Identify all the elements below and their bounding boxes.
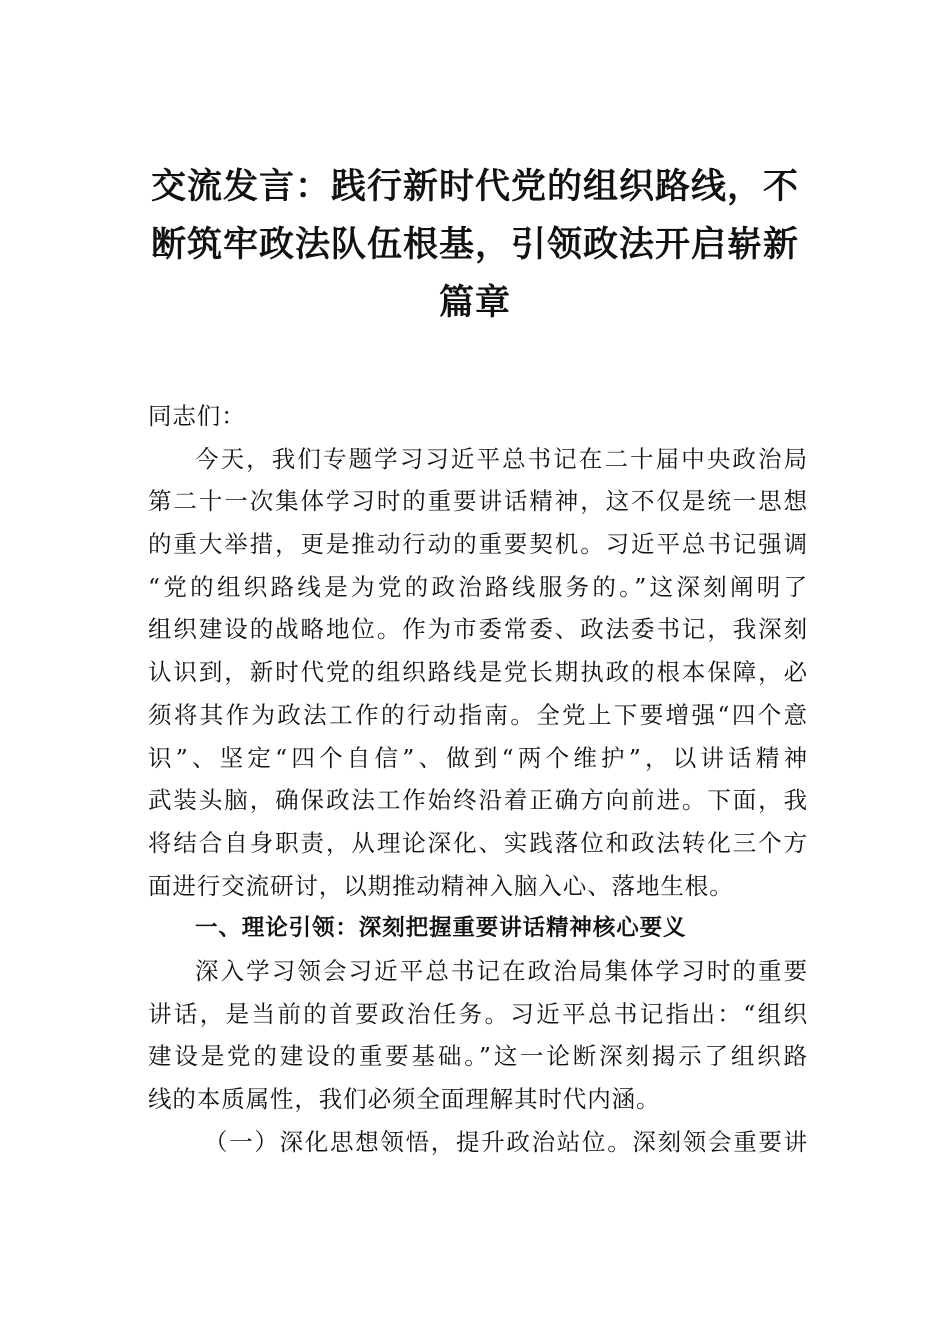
document-body [148, 395, 808, 1163]
paragraph-line: 建设是党的建设的重要基础。”这一论断深刻揭示了组织路 [148, 1042, 808, 1071]
section-heading: 一、理论引领：深刻把握重要讲话精神核心要义 [195, 915, 687, 942]
paragraph-line: “党的组织路线是为党的政治路线服务的。”这深刻阐明了 [148, 572, 808, 601]
salutation: 同志们： [148, 402, 246, 430]
paragraph-line: 讲话，是当前的首要政治任务。习近平总书记指出：“组织 [148, 999, 808, 1028]
title-line: 交流发言：践行新时代党的组织路线，不 [150, 167, 799, 207]
paragraph-line: 武装头脑，确保政法工作始终沿着正确方向前进。下面，我 [148, 786, 808, 815]
paragraph-line: 的重大举措，更是推动行动的重要契机。习近平总书记强调 [148, 530, 808, 559]
paragraph-line: 线的本质属性，我们必须全面理解其时代内涵。 [148, 1085, 661, 1113]
paragraph-line: 将结合自身职责，从理论深化、实践落位和政法转化三个方 [148, 828, 808, 857]
paragraph-line: 组织建设的战略地位。作为市委常委、政法委书记，我深刻 [148, 615, 808, 644]
paragraph-line: 认识到，新时代党的组织路线是党长期执政的根本保障，必 [148, 658, 808, 687]
paragraph-line: 今天，我们专题学习习近平总书记在二十届中央政治局 [195, 444, 808, 473]
paragraph-line: 须将其作为政法工作的行动指南。全党上下要增强“四个意 [148, 700, 808, 729]
subsection-line: （一）深化思想领悟，提升政治站位。深刻领会重要讲 [204, 1127, 808, 1156]
paragraph-line: 深入学习领会习近平总书记在政治局集体学习时的重要 [195, 956, 808, 985]
title-line: 篇章 [438, 283, 511, 323]
paragraph-line: 面进行交流研讨，以期推动精神入脑入心、落地生根。 [148, 871, 734, 900]
paragraph-line: 第二十一次集体学习时的重要讲话精神，这不仅是统一思想 [148, 487, 808, 516]
document-title [148, 158, 802, 332]
paragraph-line: 识”、坚定“四个自信”、做到“两个维护”，以讲话精神 [148, 743, 809, 772]
title-line: 断筑牢政法队伍根基，引领政法开启崭新 [150, 225, 799, 265]
